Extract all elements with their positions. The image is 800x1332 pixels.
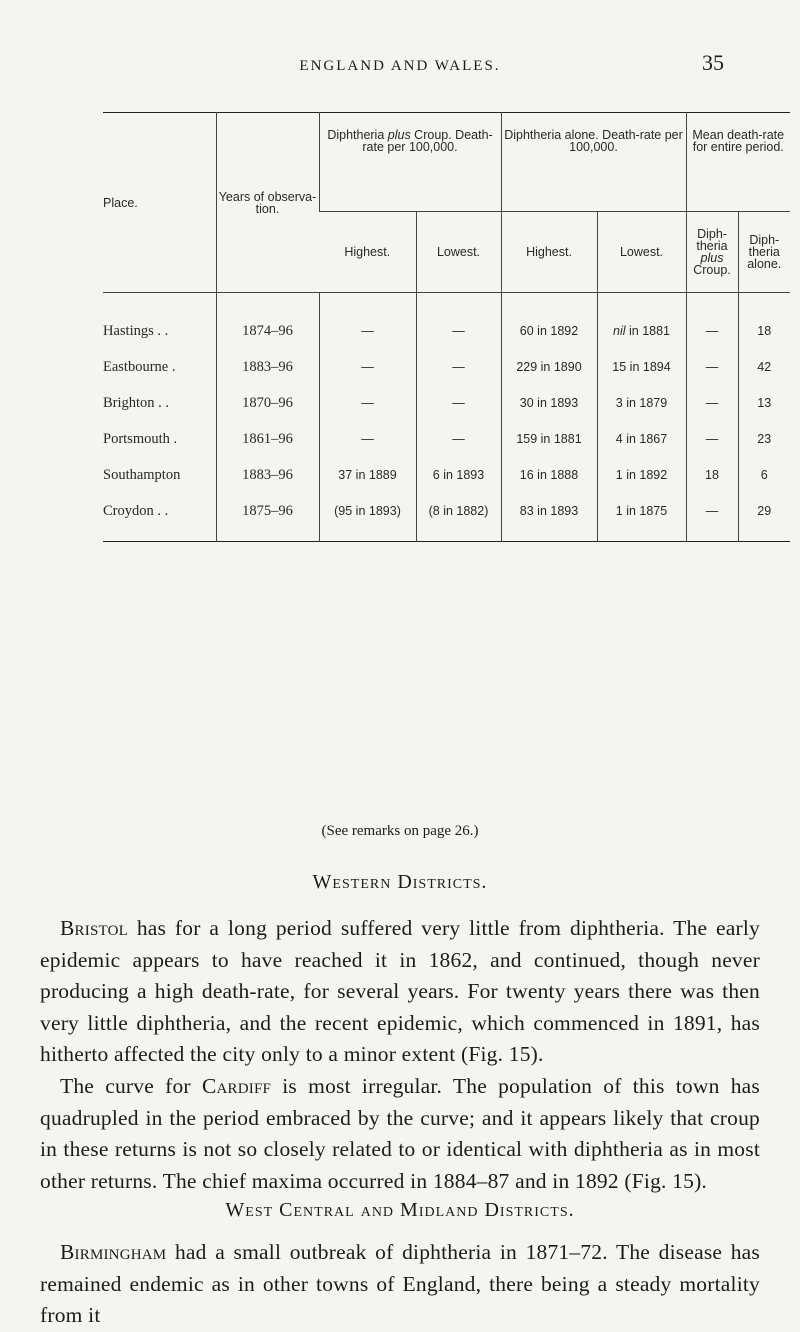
cell-d-high: 16 in 1888	[501, 457, 597, 493]
cell-d-high: 229 in 1890	[501, 349, 597, 385]
cell-years: 1861–96	[216, 421, 319, 457]
cell-place: Hastings . .	[103, 322, 169, 339]
header-d-lowest: Lowest.	[597, 212, 686, 293]
paragraph-birmingham	[40, 1237, 760, 1332]
cell-d-low: 1 in 1875	[597, 493, 686, 542]
paragraph-cardiff-text: is most irregular. The population of this town has quadrupled in the period embraced by the curve; and it appears likely that croup in these returns is not so closely related to or identical with diphtheria as in most other returns. The chief maxima occurred in 1884–87 and in 1892 (Fig. 15).	[40, 1073, 760, 1193]
cell-place: Brighton . .	[103, 394, 170, 411]
place-name-bristol: Bristol	[60, 916, 128, 940]
header-diphtheria-alone: Diphtheria alone. Death-rate per 100,000.	[501, 113, 686, 212]
cell-years: 1870–96	[216, 385, 319, 421]
cell-mean-d: 13	[738, 385, 790, 421]
cell-d-low: 3 in 1879	[597, 385, 686, 421]
table-row	[103, 457, 790, 493]
header-dc-highest: Highest.	[319, 212, 416, 293]
header-diphtheria-plus-croup: Diphtheria plus Croup. Death-rate per 100,000.	[319, 113, 501, 212]
cell-years: 1875–96	[216, 493, 319, 542]
running-head: ENGLAND AND WALES.	[299, 58, 501, 74]
heading-western-districts: Western Districts.	[312, 871, 488, 893]
cell-dc-low: —	[416, 349, 501, 385]
cell-d-high: 159 in 1881	[501, 421, 597, 457]
cell-dc-low: —	[416, 293, 501, 350]
cell-dc-high: —	[319, 293, 416, 350]
cell-mean-dc: —	[686, 293, 738, 350]
cell-mean-dc: —	[686, 421, 738, 457]
table-row	[103, 349, 790, 385]
cell-mean-dc: —	[686, 385, 738, 421]
place-name-cardiff: Cardiff	[201, 1073, 272, 1098]
cell-years: 1874–96	[216, 293, 319, 350]
table-row	[103, 385, 790, 421]
cell-d-high: 60 in 1892	[501, 293, 597, 350]
cell-place: Southampton	[103, 466, 181, 483]
header-d-highest: Highest.	[501, 212, 597, 293]
table-row	[103, 493, 790, 542]
table-body	[103, 293, 790, 542]
cell-mean-d: 29	[738, 493, 790, 542]
death-rate-table	[103, 112, 790, 542]
cell-d-low: nil in 1881	[597, 293, 686, 350]
cell-place: Croydon . .	[103, 502, 169, 519]
cell-place: Portsmouth .	[103, 430, 178, 447]
cell-mean-d: 23	[738, 421, 790, 457]
table-remark: (See remarks on page 26.)	[321, 823, 479, 839]
table-row	[103, 293, 790, 350]
cell-mean-dc: 18	[686, 457, 738, 493]
cell-years: 1883–96	[216, 349, 319, 385]
header-years: Years of observa-tion.	[216, 113, 319, 293]
table-row	[103, 421, 790, 457]
paragraph-bristol	[40, 913, 760, 1071]
paragraph-cardiff-lead-in: The curve for	[60, 1073, 191, 1098]
cell-d-low: 1 in 1892	[597, 457, 686, 493]
cell-years: 1883–96	[216, 457, 319, 493]
cell-dc-low: —	[416, 385, 501, 421]
cell-mean-d: 6	[738, 457, 790, 493]
cell-mean-dc: —	[686, 493, 738, 542]
cell-dc-high: —	[319, 349, 416, 385]
cell-mean-d: 18	[738, 293, 790, 350]
paragraph-cardiff	[40, 1071, 760, 1197]
cell-dc-low: (8 in 1882)	[416, 493, 501, 542]
heading-west-central-midland: West Central and Midland Districts.	[225, 1199, 575, 1221]
cell-mean-d: 42	[738, 349, 790, 385]
western-districts-text	[40, 913, 760, 1197]
cell-dc-low: 6 in 1893	[416, 457, 501, 493]
header-mean-death-rate: Mean death-rate for entire period.	[686, 113, 790, 212]
west-central-text	[40, 1237, 760, 1332]
header-mean-dc: Diph-theria plus Croup.	[686, 212, 738, 293]
cell-place: Eastbourne .	[103, 358, 176, 375]
cell-d-high: 83 in 1893	[501, 493, 597, 542]
paragraph-bristol-text: has for a long period suffered very little from diphtheria. The early epidemic appears to have reached it in 1862, and continued, though never producing a high death-rate, for several years. For twenty years there was then very little diphtheria, and the recent epidemic, which commenced in 1891, has hitherto affected the city only to a minor extent (Fig. 15).	[40, 916, 761, 1067]
header-place: Place.	[103, 195, 138, 210]
cell-d-low: 4 in 1867	[597, 421, 686, 457]
paragraph-birmingham-text: had a small outbreak of diphtheria in 1871–72. The disease has remained endemic as in other towns of England, there being a steady mortality from it	[40, 1240, 760, 1328]
cell-d-high: 30 in 1893	[501, 385, 597, 421]
cell-dc-high: (95 in 1893)	[319, 493, 416, 542]
cell-dc-high: 37 in 1889	[319, 457, 416, 493]
header-mean-d: Diph-theria alone.	[738, 212, 790, 293]
page-number: 35	[702, 50, 724, 75]
place-name-birmingham: Birmingham	[60, 1240, 167, 1264]
cell-mean-dc: —	[686, 349, 738, 385]
cell-dc-high: —	[319, 385, 416, 421]
cell-dc-low: —	[416, 421, 501, 457]
header-dc-lowest: Lowest.	[416, 212, 501, 293]
cell-dc-high: —	[319, 421, 416, 457]
cell-d-low: 15 in 1894	[597, 349, 686, 385]
